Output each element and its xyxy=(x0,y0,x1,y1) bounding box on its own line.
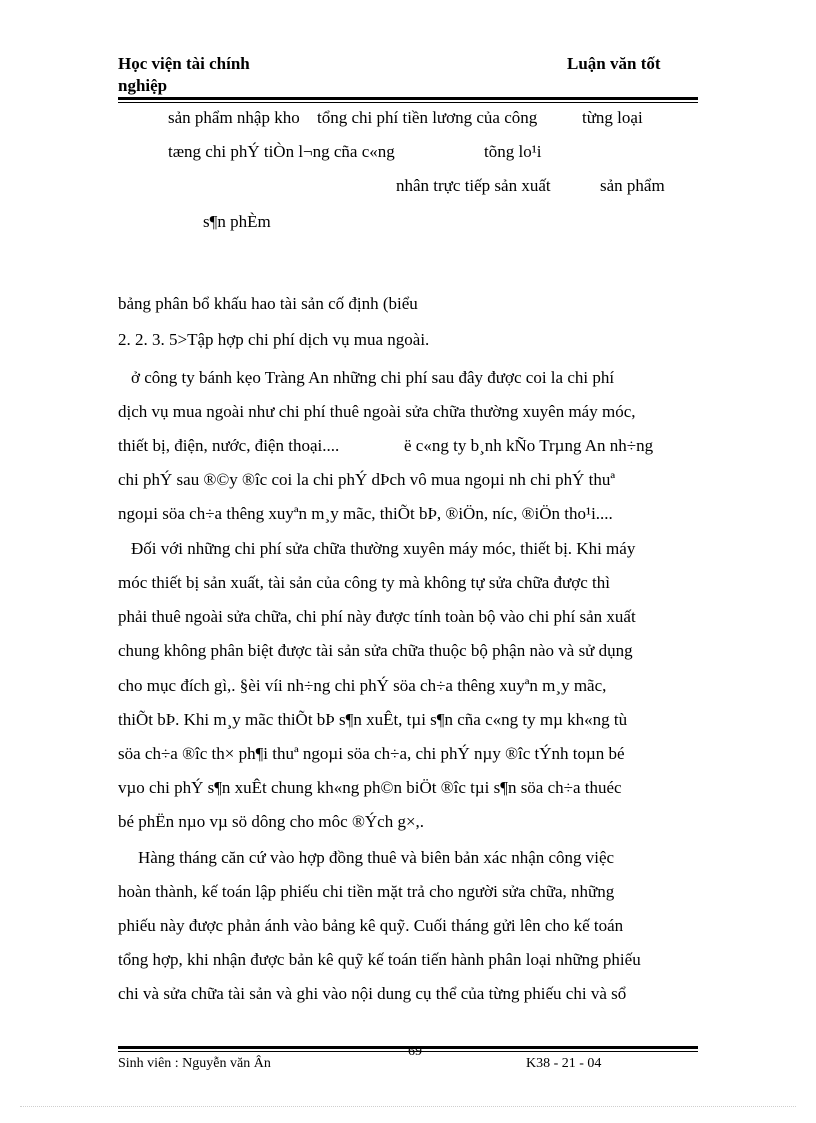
paragraph-line: ngoµi söa ch÷a thêng xuyªn m¸y mãc, thiÕt bÞ, ®iÖn, níc, ®iÖn tho¹i.... xyxy=(118,504,613,523)
table-fragment: nhân trực tiếp sản xuất xyxy=(396,176,551,195)
table-fragment: sản phẩm nhập kho xyxy=(168,108,300,127)
paragraph-line: hoàn thành, kế toán lập phiếu chi tiền mặt trả cho người sửa chữa, những xyxy=(118,882,615,901)
section-heading: 2. 2. 3. 5>Tập hợp chi phí dịch vụ mua ngoài. xyxy=(118,330,430,349)
paragraph-line: móc thiết bị sản xuất, tài sản của công ty mà không tự sửa chữa được thì xyxy=(118,573,610,592)
page-edge-divider xyxy=(20,1106,796,1107)
paragraph-line: cho mục đích gì,. §èi víi nh÷ng chi phÝ söa ch÷a thêng xuyªn m¸y mãc, xyxy=(118,676,607,695)
paragraph-line: ở công ty bánh kẹo Tràng An những chi phí sau đây được coi la chi phí xyxy=(131,368,615,387)
footer-class-code: K38 - 21 - 04 xyxy=(526,1056,602,1071)
paragraph-line: tổng hợp, khi nhận được bản kê quỹ kế toán tiến hành phân loại những phiếu xyxy=(118,950,641,969)
paragraph-line: dịch vụ mua ngoài như chi phí thuê ngoài sửa chữa thường xuyên máy móc, xyxy=(118,402,636,421)
page-number: 69 xyxy=(408,1044,422,1059)
paragraph-line: söa ch÷a ®îc th× ph¶i thuª ngoµi söa ch÷a, chi phÝ nµy ®îc tÝnh toµn bé xyxy=(118,744,625,763)
paragraph-line: phiếu này được phản ánh vào bảng kê quỹ. Cuối tháng gửi lên cho kế toán xyxy=(118,916,624,935)
paragraph-line: bé phËn nµo vµ sö dông cho môc ®Ých g×,. xyxy=(118,812,425,831)
header-rule-thin xyxy=(118,102,698,103)
table-fragment: sản phẩm xyxy=(600,176,665,195)
paragraph-line: vµo chi phÝ s¶n xuÊt chung kh«ng ph©n biÖt ®îc tµi s¶n söa ch÷a thuéc xyxy=(118,778,622,797)
footer-student: Sinh viên : Nguyễn văn Ân xyxy=(118,1056,271,1071)
table-fragment: tæng chi phÝ tiÒn l¬ng cña c«ng xyxy=(168,142,395,161)
table-fragment: tổng chi phí tiền lương của công xyxy=(317,108,538,127)
paragraph-line: thiÕt bÞ. Khi m¸y mãc thiÕt bÞ s¶n xuÊt, tµi s¶n cña c«ng ty mµ kh«ng tù xyxy=(118,710,628,729)
header-school: Học viện tài chính xyxy=(118,54,250,73)
paragraph-line: phải thuê ngoài sửa chữa, chi phí này được tính toàn bộ vào chi phí sản xuất xyxy=(118,607,636,626)
paragraph-line: Hàng tháng căn cứ vào hợp đồng thuê và biên bản xác nhận công việc xyxy=(138,848,615,867)
paragraph-line: Đối với những chi phí sửa chữa thường xuyên máy móc, thiết bị. Khi máy xyxy=(131,539,636,558)
paragraph-line: ë c«ng ty b¸nh kÑo Trµng An nh÷ng xyxy=(404,436,654,455)
table-fragment: tõng lo¹i xyxy=(484,142,542,161)
header-school-cont: nghiệp xyxy=(118,76,168,95)
table-fragment: từng loại xyxy=(582,108,643,127)
paragraph-line: chung không phân biệt được tài sản sửa chữa thuộc bộ phận nào và sử dụng xyxy=(118,641,633,660)
paragraph-line: chi và sửa chữa tài sản và ghi vào nội dung cụ thể của từng phiếu chi và sổ xyxy=(118,984,627,1003)
header-rule-thick xyxy=(118,97,698,100)
header-thesis: Luận văn tốt xyxy=(567,54,661,73)
paragraph-line: thiết bị, điện, nước, điện thoại.... xyxy=(118,436,340,455)
body-line: bảng phân bổ khấu hao tài sản cố định (biểu xyxy=(118,294,418,313)
paragraph-line: chi phÝ sau ®©y ®îc coi la chi phÝ dÞch vô mua ngoµi nh chi phÝ thuª xyxy=(118,470,616,489)
table-fragment: s¶n phÈm xyxy=(203,212,271,231)
